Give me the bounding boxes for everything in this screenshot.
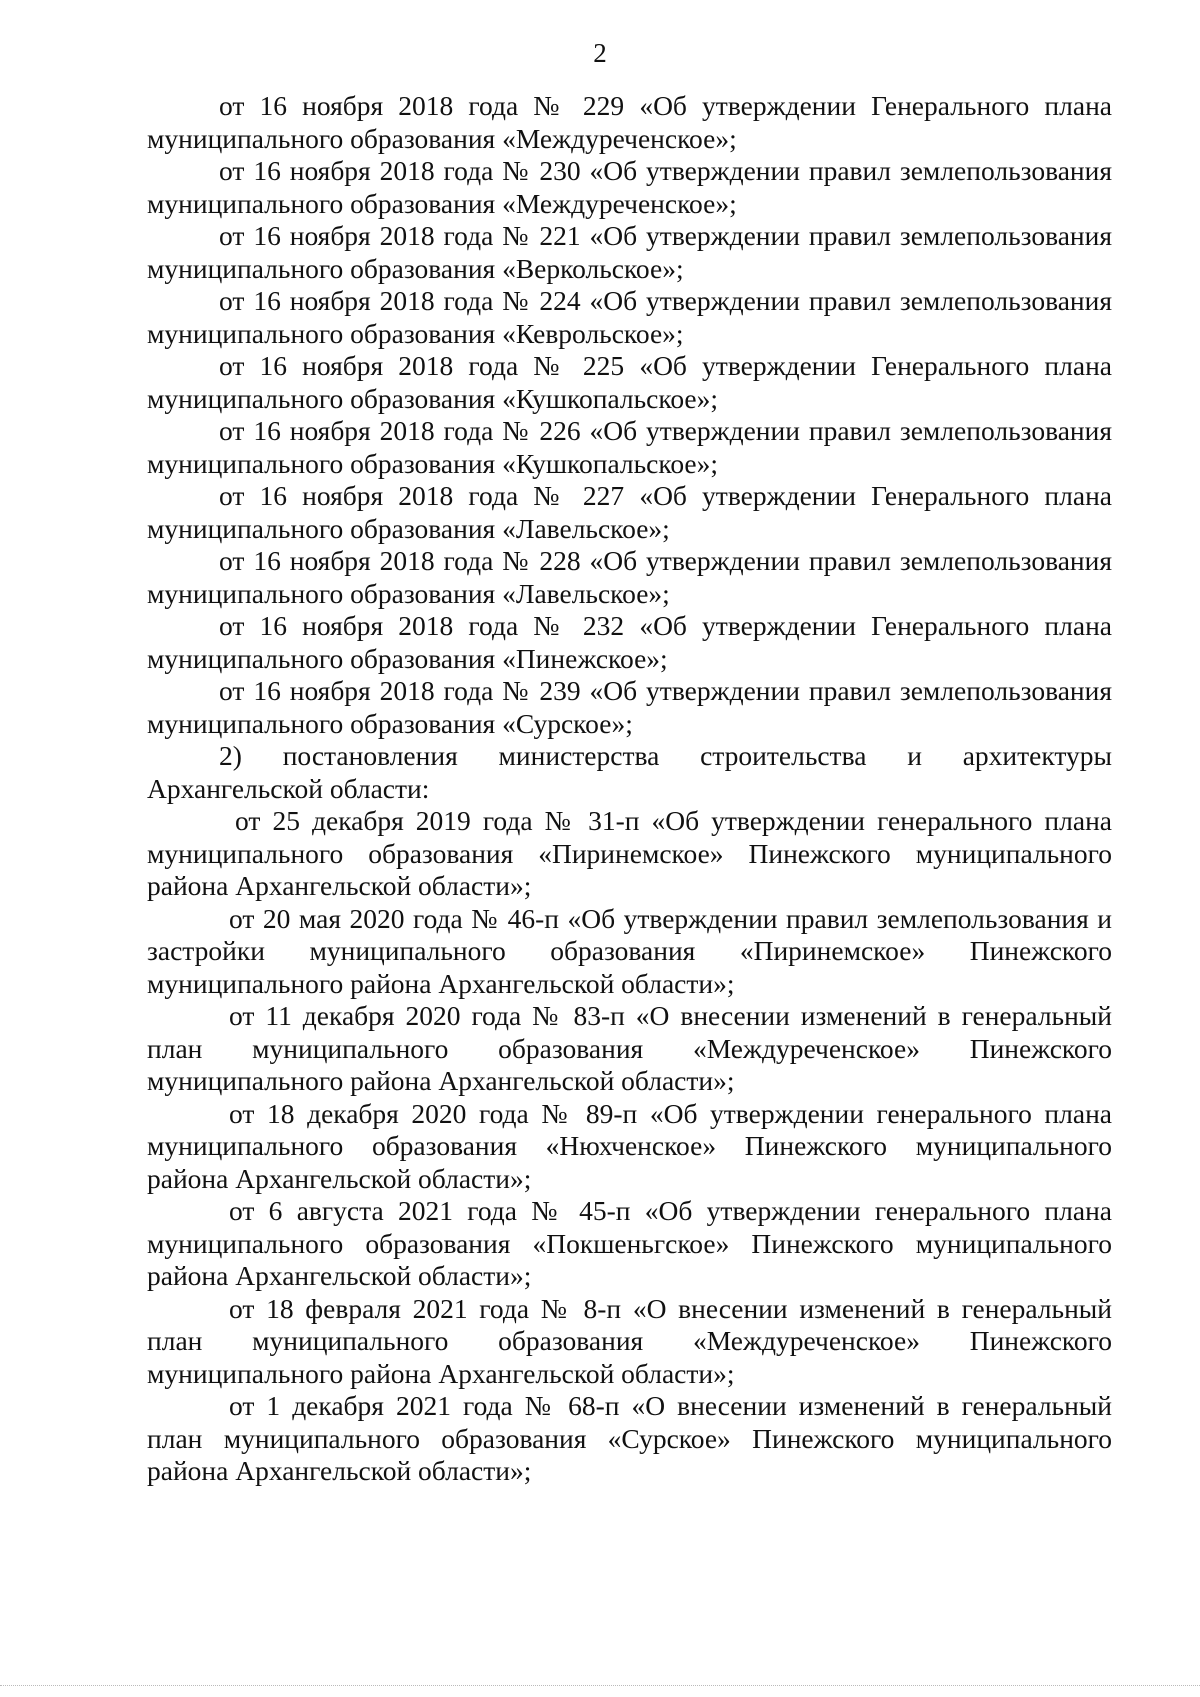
paragraph: от 16 ноября 2018 года № 224 «Об утверждении правил землепользования муниципального образования «Кеврольское»; — [147, 285, 1112, 349]
paragraph: от 1 декабря 2021 года № 68-п «О внесении изменений в генеральный план муниципального образования «Сурское» Пинежского муниципального района Архангельской области»; — [147, 1390, 1112, 1486]
paragraph: от 18 декабря 2020 года № 89-п «Об утверждении генерального плана муниципального образования «Нюхченское» Пинежского муниципального района Архангельской области»; — [147, 1097, 1112, 1194]
section-heading-paragraph: 2) постановления министерства строительства и архитектуры Архангельской области: — [147, 740, 1112, 804]
paragraph: от 16 ноября 2018 года № 225 «Об утверждении Генерального плана муниципального образования «Кушкопальское»; — [147, 350, 1112, 414]
paragraph: от 16 ноября 2018 года № 229 «Об утверждении Генерального плана муниципального образования «Междуреченское»; — [147, 90, 1112, 154]
paragraph: от 16 ноября 2018 года № 221 «Об утверждении правил землепользования муниципального образования «Веркольское»; — [147, 220, 1112, 284]
paragraph: от 16 ноября 2018 года № 230 «Об утверждении правил землепользования муниципального образования «Междуреченское»; — [147, 155, 1112, 219]
paragraph: от 18 февраля 2021 года № 8-п «О внесении изменений в генеральный план муниципального образования «Междуреченское» Пинежского муниципального района Архангельской области»; — [147, 1292, 1112, 1389]
paragraph: от 20 мая 2020 года № 46-п «Об утверждении правил землепользования и застройки муниципального образования «Пиринемское» Пинежского муниципального района Архангельской области»; — [147, 902, 1112, 999]
page-number: 2 — [593, 38, 607, 68]
paragraph: от 6 августа 2021 года № 45-п «Об утверждении генерального плана муниципального образования «Покшеньгское» Пинежского муниципального района Архангельской области»; — [147, 1195, 1112, 1291]
paragraph: от 11 декабря 2020 года № 83-п «О внесении изменений в генеральный план муниципального образования «Междуреченское» Пинежского муниципального района Архангельской области»; — [147, 1000, 1112, 1096]
paragraph: от 16 ноября 2018 года № 232 «Об утверждении Генерального плана муниципального образования «Пинежское»; — [147, 610, 1112, 674]
paragraph: от 16 ноября 2018 года № 226 «Об утверждении правил землепользования муниципального образования «Кушкопальское»; — [147, 415, 1112, 479]
paragraph: от 16 ноября 2018 года № 227 «Об утверждении Генерального плана муниципального образования «Лавельское»; — [147, 480, 1112, 544]
scan-edge-divider — [0, 1685, 1200, 1686]
document-body — [147, 90, 1112, 1488]
paragraph: от 25 декабря 2019 года № 31-п «Об утверждении генерального плана муниципального образования «Пиринемское» Пинежского муниципального района Архангельской области»; — [147, 805, 1112, 901]
paragraph: от 16 ноября 2018 года № 239 «Об утверждении правил землепользования муниципального образования «Сурское»; — [147, 675, 1112, 739]
paragraph: от 16 ноября 2018 года № 228 «Об утверждении правил землепользования муниципального образования «Лавельское»; — [147, 545, 1112, 609]
